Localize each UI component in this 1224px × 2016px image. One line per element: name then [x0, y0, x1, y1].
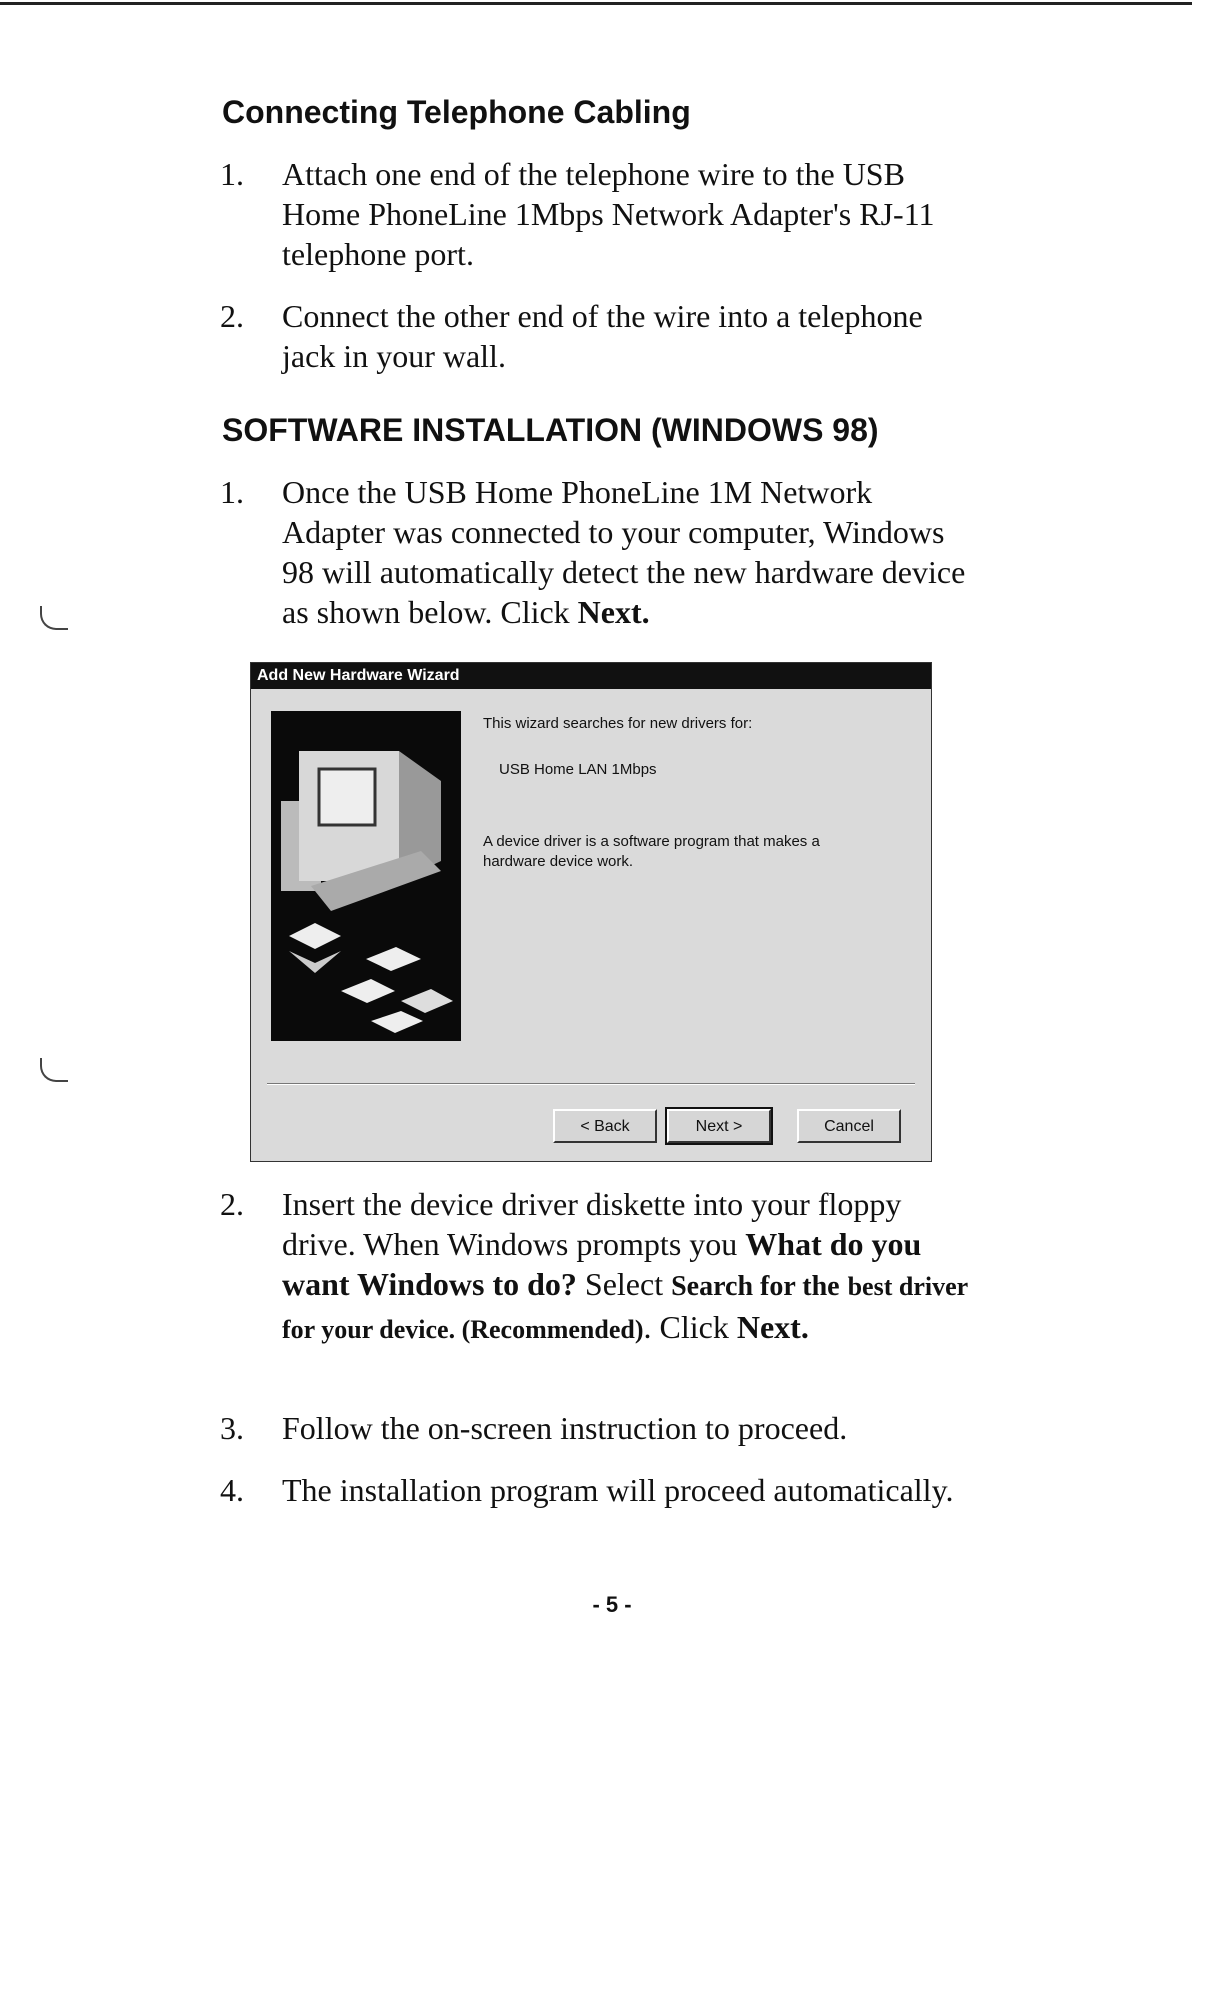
step-text: [282, 472, 980, 632]
cancel-button[interactable]: Cancel: [797, 1109, 901, 1143]
next-button[interactable]: Next >: [667, 1109, 771, 1143]
step-text-plain: Insert the device driver diskette into your floppy drive. When Windows prompts you: [282, 1186, 902, 1262]
step-number: 4.: [220, 1472, 244, 1508]
step-text-bold: Next.: [577, 594, 650, 630]
step-text: The installation program will proceed automatically.: [282, 1472, 954, 1508]
step-text-plain: . Click: [643, 1309, 737, 1345]
section-heading-software: SOFTWARE INSTALLATION (WINDOWS 98): [222, 412, 879, 448]
step-text-bold: best driver for your device. (Recommended): [282, 1272, 968, 1344]
step-text: Connect the other end of the wire into a telephone jack in your wall.: [282, 298, 923, 374]
wizard-description-line-1: A device driver is a software program that makes a: [483, 833, 820, 850]
list-item: [220, 1470, 980, 1550]
wizard-separator: [267, 1083, 915, 1085]
back-button[interactable]: < Back: [553, 1109, 657, 1143]
page-number: - 5 -: [592, 1592, 632, 1617]
list-item: [220, 1184, 980, 1384]
step-number: 2.: [220, 1186, 244, 1222]
step-text-bold: Search for the: [671, 1271, 840, 1302]
wizard-intro-text: This wizard searches for new drivers for:: [483, 715, 753, 732]
step-text: Follow the on-screen instruction to proceed.: [282, 1410, 848, 1446]
step-text: [282, 1184, 980, 1350]
step-text-bold: Next.: [736, 1309, 809, 1345]
list-item: [220, 1408, 980, 1448]
step-text-bold: What do you want Windows to do?: [282, 1226, 922, 1302]
step-text-plain: Once the USB Home PhoneLine 1M Network Adapter was connected to your computer, Windows 98 will automatically detect the new hardware device as shown below. Click: [282, 474, 966, 630]
step-number: 3.: [220, 1410, 244, 1446]
list-item: [220, 296, 980, 376]
wizard-description-line-2: hardware device work.: [483, 853, 634, 870]
wizard-title-bar: Add New Hardware Wizard: [251, 663, 931, 689]
add-new-hardware-wizard: [250, 662, 932, 1162]
section-heading-telephone: Connecting Telephone Cabling: [222, 94, 691, 130]
scan-mark: [40, 1058, 68, 1082]
scan-mark: [40, 606, 68, 630]
wizard-device-name: USB Home LAN 1Mbps: [499, 761, 657, 778]
step-number: 2.: [220, 298, 244, 334]
hardware-illustration-icon: [271, 711, 461, 1041]
list-item: [220, 472, 980, 632]
step-number: 1.: [220, 156, 244, 192]
top-rule: [0, 2, 1192, 5]
list-item: [220, 154, 980, 274]
step-number: 1.: [220, 474, 244, 510]
step-text-plain: Select: [576, 1266, 672, 1302]
step-text: Attach one end of the telephone wire to the USB Home PhoneLine 1Mbps Network Adapter's RJ-11 telephone port.: [282, 156, 935, 272]
